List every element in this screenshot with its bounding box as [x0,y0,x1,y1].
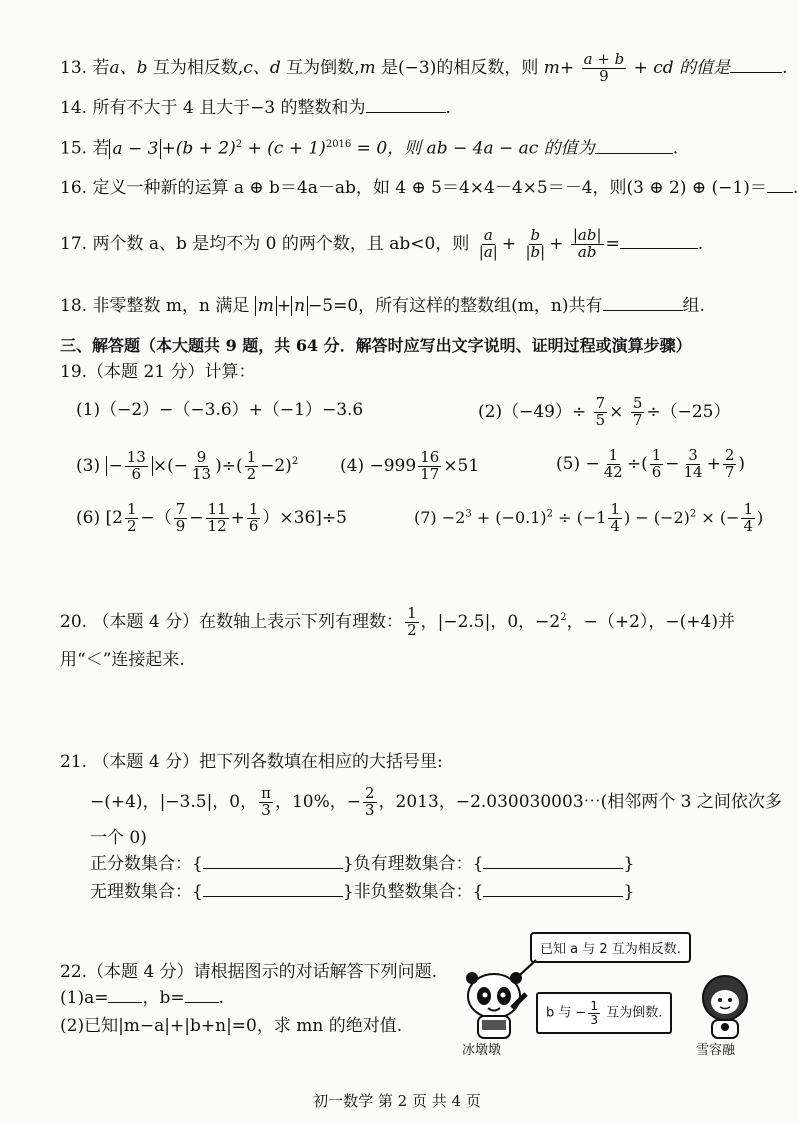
question-21-numbers [90,786,782,819]
text: ) − (−2) [623,507,690,527]
text: 15. 若 [60,138,110,159]
text: b 与 − [546,1005,587,1021]
numerator: |ab| [572,226,602,244]
question-21 [60,754,443,771]
answer-blank-b[interactable] [185,1002,219,1003]
numerator: π [261,784,271,802]
text: (3) [76,455,101,476]
text: = 0，则 ab − 4a − ac 的值为 [351,138,595,159]
numerator: 2 [365,784,375,802]
text: + (c + 1) [242,138,326,159]
fraction [631,396,645,429]
fraction [247,502,261,535]
numerator: 11 [207,500,227,518]
fraction [206,502,229,535]
speech-bubble-1 [530,932,691,963]
text: ，|−2.5|，0，−2 [420,611,561,632]
irrational-set-label: 无理数集合：{ [90,882,203,902]
fraction [405,606,419,639]
text: . [792,178,798,198]
fraction [245,450,259,483]
numerator: 1 [246,448,257,466]
numerator: 1 [608,446,619,464]
text: − [189,507,204,528]
mascot-1-name [462,1044,501,1057]
q19-part-1 [76,402,363,419]
fraction [477,228,500,261]
denominator: 3 [261,800,271,819]
fraction [571,228,604,261]
answer-blank[interactable] [730,72,782,73]
text: (5) − [556,453,600,474]
shuey-rhon-rhon-mascot-icon [690,972,760,1042]
exponent: 2 [546,508,554,520]
exponent: 2 [560,612,567,624]
numerator: 7 [595,394,606,412]
text: } [623,882,635,902]
denominator: 4 [743,516,754,535]
question-20-line2 [60,652,185,669]
text: 19.（本题 21 分）计算： [60,362,256,382]
fraction [524,228,548,261]
text: 18. 非零整数 m，n 满足 [60,296,255,316]
fraction [125,502,139,535]
text: −（ [140,507,172,528]
text: ）×36]÷5 [262,507,347,528]
answer-blank-a[interactable] [108,1002,142,1003]
numerator: 1 [126,500,137,518]
exponent: 2 [291,456,299,468]
speech-bubble-2 [536,992,672,1034]
text: − [108,455,123,476]
text: (2)已知|m−a|+|b+n|=0，求 mn 的绝对值. [60,1016,403,1036]
denominator: 7 [724,462,735,481]
text: ) [738,453,746,474]
text: 雪容融 [696,1043,736,1058]
fraction [190,450,213,483]
question-13 [60,52,788,85]
section-heading [60,338,692,354]
numerator: 2 [724,446,735,464]
text: m [543,57,560,78]
fraction [602,448,625,481]
denominator: |a| [478,242,498,261]
exponent: 2 [235,139,243,150]
denominator: 6 [248,516,259,535]
text: ×(− [152,455,188,476]
text: 22.（本题 4 分）请根据图示的对话解答下列问题. [60,962,438,982]
q19-part-5 [556,448,745,481]
numerator: 5 [632,394,643,412]
text: 14. 所有不大于 4 且大于−3 的整数和为 [60,98,366,118]
text: 20. （本题 4 分）在数轴上表示下列有理数： [60,611,404,632]
question-21-line3 [90,830,147,847]
question-17 [60,228,703,261]
text: × [609,401,624,422]
denominator: 4 [610,516,620,535]
answer-blank[interactable] [767,192,793,193]
text: )÷( [215,455,243,476]
text: ) [757,507,764,527]
exponent: 2016 [325,139,352,150]
numerator: 3 [688,446,698,464]
text: ÷ (−1 [553,507,607,527]
denominator: 3 [590,1012,599,1027]
numerator: 1 [407,604,417,622]
numerator: 1 [248,500,259,518]
bing-dwen-dwen-mascot-icon [456,968,536,1043]
answer-blank[interactable] [366,112,446,113]
text: 互为倒数, [280,57,360,78]
absolute-value [106,448,153,483]
exponent: 3 [465,508,472,520]
fraction [582,52,627,85]
text: ×51 [443,455,480,476]
fraction [741,502,755,535]
text: c、d [243,57,281,78]
denominator: 14 [683,462,703,481]
question-22-part2 [60,1018,402,1035]
text: (4) −999 [340,455,417,476]
text: + [276,296,292,316]
denominator: 2 [246,464,257,483]
text: m [359,57,376,78]
fraction [723,448,737,481]
fraction [418,450,441,483]
q19-part-4 [340,450,479,483]
text: ，2013，−2.030030003⋯(相邻两个 3 之间依次多 [378,791,782,812]
text: . [697,233,704,254]
denominator: 5 [595,410,606,429]
text: ÷( [626,453,648,474]
text: 冰墩墩 [462,1043,502,1058]
fraction [125,450,148,483]
denominator: 12 [207,516,227,535]
text: 21. （本题 4 分）把下列各数填在相应的大括号里: [60,752,443,772]
negative-rational-set-label: }负有理数集合：{ [342,854,484,874]
question-14 [60,100,451,117]
nonnegative-integer-set-label: }非负整数集合：{ [342,882,484,902]
denominator: |b| [525,242,546,261]
set-row-2 [90,884,634,901]
fraction [594,396,608,429]
set-row-1 [90,856,634,873]
text: −(+4)，|−3.5|，0， [90,791,258,812]
text: (7) −2 [414,507,466,527]
text: + [230,507,245,528]
text: + [706,453,721,474]
nonnegative-integer-blank[interactable] [483,896,623,897]
numerator: 1 [743,500,754,518]
question-22-part1 [60,990,224,1007]
numerator: 9 [196,448,207,466]
numerator: a + b [583,50,625,68]
text: 初一数学 第 2 页 共 4 页 [313,1092,481,1110]
denominator: 9 [599,66,609,85]
exponent: 2 [689,508,697,520]
fraction [608,502,622,535]
text: −5=0，所有这样的整数组(m，n)共有 [308,296,603,316]
numerator: 1 [590,999,599,1013]
numerator: b [530,226,541,244]
text: 一个 0) [90,828,147,848]
text: (1)a= [60,988,109,1008]
text: } [623,854,635,874]
q19-part-6 [76,502,347,535]
text: + [559,57,575,78]
numerator: 16 [420,448,440,466]
text: − [665,453,680,474]
positive-fraction-set-label: 正分数集合：{ [90,854,203,874]
text: + (−0.1) [471,507,547,527]
text: 是(−3)的相反数，则 [375,57,544,78]
text: 组. [682,296,705,316]
text: 17. 两个数 a、b 是均不为 0 的两个数，且 ab<0，则 [60,233,470,254]
negative-rational-blank[interactable] [483,868,623,869]
denominator: ab [577,242,597,261]
fraction [259,786,273,819]
text: 互为相反数, [147,57,244,78]
fraction [363,786,377,819]
fraction [682,448,705,481]
positive-fraction-blank[interactable] [203,868,343,869]
q19-part-7 [414,502,763,535]
numerator: a [483,226,493,244]
text: (6) [2 [76,507,123,528]
question-22 [60,964,437,981]
q19-part-2 [478,396,730,429]
denominator: 2 [126,516,137,535]
text: . [672,138,679,159]
text: . [782,57,788,78]
absolute-value: n [291,296,308,316]
text: ÷（−25） [646,401,731,422]
text: + cd 的值是 [633,57,731,78]
text: 16. 定义一种新的运算 a ⊕ b＝4a－ab，如 4 ⊕ 5＝4×4－4×5＝－4，则(3 ⊕ 2) ⊕ (−1)＝ [60,178,767,198]
denominator: 17 [420,464,440,483]
text: 13. 若 [60,57,110,78]
question-15 [60,140,678,158]
text: +(b + 2) [161,138,236,159]
denominator: 6 [131,464,142,483]
answer-blank[interactable] [603,310,683,311]
question-19-title [60,364,255,381]
text: ，−（+2），−(+4)并 [566,611,735,632]
answer-blank[interactable] [595,153,673,154]
page-footer [0,1090,794,1111]
text: ，b= [142,988,185,1008]
text: 互为倒数. [602,1005,663,1021]
q19-part-3 [76,450,298,483]
numerator: 7 [175,500,186,518]
text: = [605,233,620,254]
question-20 [60,606,735,639]
text: . [218,988,225,1008]
numerator: 1 [610,500,620,518]
fraction [650,448,664,481]
text: 三、解答题（本大题共 9 题，共 64 分．解答时应写出文字说明、证明过程或演算步骤） [60,336,692,355]
denominator: 13 [191,464,212,483]
mascot-2-name [696,1044,735,1057]
absolute-value: m [255,296,277,316]
question-16 [60,180,798,197]
text: −2) [260,455,292,476]
text: (1)（−2）−（−3.6）+（−1）−3.6 [76,400,364,420]
irrational-blank[interactable] [203,896,343,897]
denominator: 42 [603,462,623,481]
fraction [588,1000,600,1026]
denominator: 9 [175,516,186,535]
question-18 [60,298,705,315]
numerator: 1 [651,446,662,464]
numerator: 13 [126,448,146,466]
denominator: 6 [651,462,662,481]
text: 用“＜”连接起来. [60,650,185,670]
denominator: 3 [365,800,375,819]
fraction [174,502,188,535]
text: 已知 a 与 2 互为相反数. [540,942,681,957]
text: ，10%，− [274,791,362,812]
answer-blank[interactable] [620,248,698,249]
text: + [549,233,564,254]
absolute-value: a − 3 [109,139,161,159]
text: . [445,98,451,118]
text: + [501,233,517,254]
text: × (− [696,507,740,527]
text: (2)（−49）÷ [478,401,587,422]
text: a、b [109,57,148,78]
denominator: 7 [632,410,643,429]
denominator: 2 [407,620,417,639]
